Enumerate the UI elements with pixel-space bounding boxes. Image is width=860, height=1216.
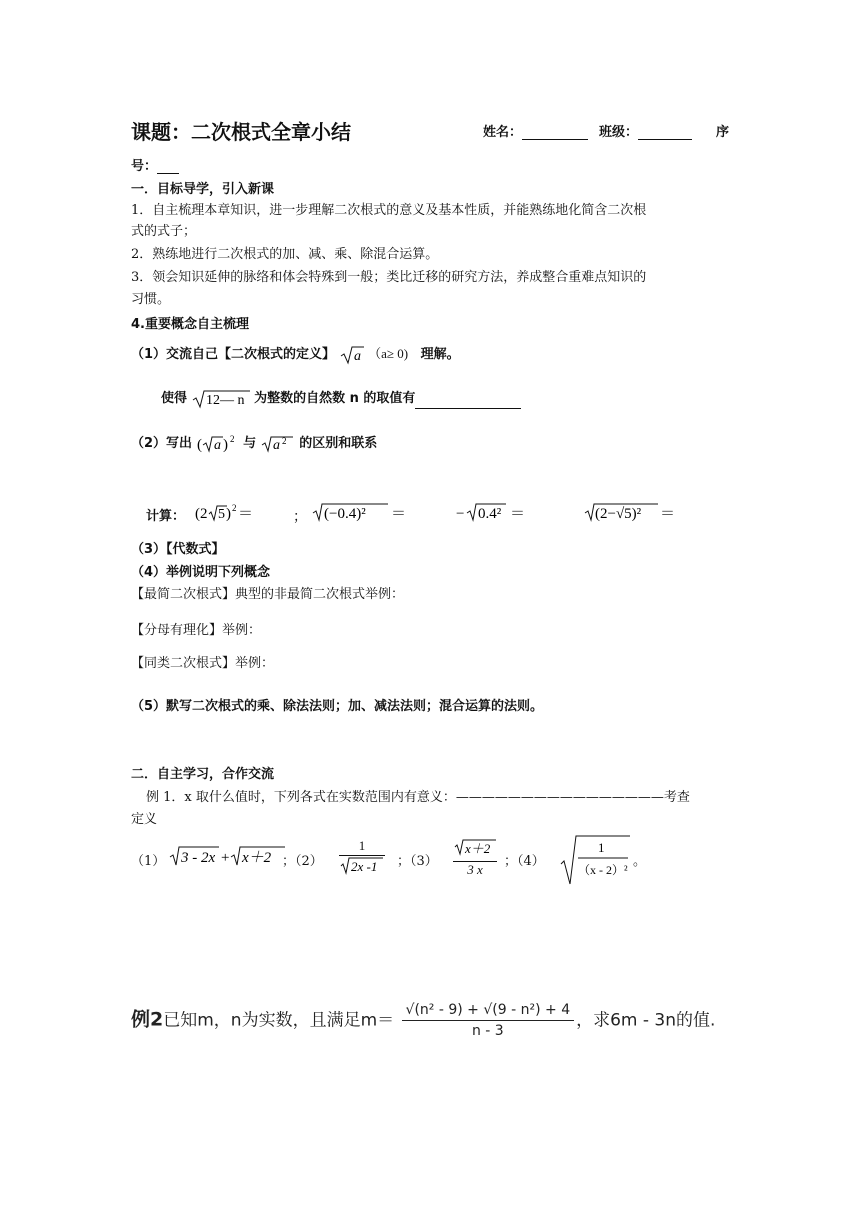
item1: [131, 343, 460, 365]
seq-label-1: 序: [716, 125, 730, 140]
item1-label: （1）交流自己【二次根式的定义】: [131, 347, 336, 362]
section1-heading: 一．目标导学，引入新课: [131, 182, 275, 197]
calc3-eq: ＝: [510, 506, 526, 522]
concept-similar-text: 举例：: [235, 656, 275, 671]
p2-fraction: [339, 838, 385, 880]
example1-line2: 定义: [131, 812, 158, 827]
concepts-heading: 4.重要概念自主梳理: [131, 317, 249, 332]
section2-heading: 二．自主学习，合作交流: [131, 767, 275, 782]
item2-label: （2）写出: [131, 436, 193, 451]
calc1: [195, 502, 265, 524]
goal3-line1: 3．领会知识延伸的脉络和体会特殊到一般；类比迁移的研究方法，养成整合重难点知识的: [131, 270, 647, 285]
sqrt-a-text: a: [353, 348, 361, 364]
item2-rest: 的区别和联系: [299, 436, 378, 451]
item4: （4）举例说明下列概念: [131, 565, 271, 580]
name-label: 姓名：: [483, 125, 523, 140]
item3: （3）【代数式】: [131, 542, 225, 557]
calc2-svg: [312, 500, 412, 524]
p1-label: （1）: [131, 854, 166, 869]
seq-label-2: 号：: [131, 159, 158, 174]
calc4: [584, 500, 684, 528]
example2-label: 例2: [131, 1008, 164, 1031]
sqrt-a2-expr: [261, 433, 295, 455]
concept-simplest-text: 典型的非最简二次根式举例：: [235, 587, 405, 602]
svg-text:5: 5: [218, 507, 225, 522]
p3-label: ；（3）: [397, 854, 438, 869]
example2: [131, 1002, 715, 1039]
svg-text:a: a: [213, 437, 221, 453]
item5: （5）默写二次根式的乘、除法法则；加、减法法则；混合运算的法则。: [131, 699, 544, 714]
p2-den: [339, 856, 385, 876]
p3-num: [453, 838, 497, 857]
item1-blank[interactable]: [415, 395, 521, 409]
p4-num: 1: [598, 840, 605, 855]
concept-similar: [131, 652, 274, 671]
calc2-inner: (−0.4)²: [324, 506, 366, 522]
item1-q-label: 使得: [161, 391, 188, 406]
svg-text:(2: (2: [195, 506, 208, 522]
svg-text:(: (: [196, 436, 202, 453]
svg-text:2: 2: [281, 435, 287, 446]
seq-field: [131, 155, 179, 174]
item1-question: [161, 387, 521, 409]
p4-den: （x - 2）²: [578, 863, 628, 877]
p3-den: 3 x: [467, 862, 483, 877]
svg-text:): ): [226, 506, 231, 522]
example2-num: √(n² - 9) + √(9 - n²) + 4: [402, 1002, 575, 1021]
sqrt-a-symbol: [340, 345, 364, 365]
class-field: [599, 121, 692, 140]
sqrt-12-n: [192, 389, 250, 409]
goal2: 2．熟练地进行二次根式的加、减、乘、除混合运算。: [131, 247, 439, 262]
calc-label: 计算：: [146, 509, 186, 524]
class-blank[interactable]: [638, 126, 692, 140]
calc3: [456, 500, 536, 528]
page-title: 课题：二次根式全章小结: [131, 120, 351, 144]
p1-expr: [169, 843, 289, 869]
item1-q-rest: 为整数的自然数 n 的取值有: [254, 391, 416, 406]
item2-and: 与: [243, 436, 257, 451]
sqrt-12-n-text: 12— n: [205, 392, 245, 408]
goal1-line1: 1．自主梳理本章知识，进一步理解二次根式的意义及基本性质，并能熟练地化简含二次根: [131, 203, 647, 218]
example2-text-a: 已知m，n为实数，且满足m＝: [163, 1010, 395, 1031]
p1-expr-b: x＋2: [242, 850, 272, 866]
p2-label: ；（2）: [282, 854, 323, 869]
p3-num-text: x＋2: [465, 841, 491, 856]
example1-line1: [146, 786, 690, 805]
item1-understand: 理解。: [420, 347, 460, 362]
example2-text-b: ，求6m - 3n的值.: [576, 1010, 716, 1031]
calc3-inner: 0.4²: [478, 506, 502, 522]
concept-similar-label: 【同类二次根式】: [131, 656, 236, 671]
goal3-line2: 习惯。: [131, 292, 171, 307]
example2-fraction: [402, 1002, 575, 1039]
svg-text:−: −: [456, 506, 465, 522]
concept-simplest-label: 【最简二次根式】: [131, 587, 236, 602]
calc3-svg: [456, 500, 536, 524]
svg-text:2: 2: [232, 503, 237, 513]
seq-blank[interactable]: [157, 160, 179, 174]
class-label: 班级：: [599, 125, 639, 140]
calc-sep: ；: [293, 509, 307, 525]
calc4-inner: (2−√5)²: [595, 506, 642, 522]
concept-rationalize: [131, 619, 261, 638]
example1-text: 例 1．x 取什么值时，下列各式在实数范围内有意义：————————————————考查: [146, 790, 690, 805]
p1-expr-a: 3 - 2x: [181, 850, 216, 866]
svg-text:+: +: [221, 850, 230, 866]
example2-den: n - 3: [471, 1023, 504, 1039]
p-end: 。: [633, 854, 647, 869]
concept-simplest: [131, 583, 404, 602]
calc4-svg: [584, 500, 684, 524]
svg-text:a: a: [272, 437, 280, 453]
svg-text:): ): [222, 436, 228, 453]
name-blank[interactable]: [522, 126, 588, 140]
calc2-eq: ＝: [391, 506, 407, 522]
concept-rationalize-text: 举例：: [222, 623, 262, 638]
calc2: [312, 500, 412, 528]
p3-fraction: [453, 838, 497, 878]
calc4-eq: ＝: [660, 506, 676, 522]
concept-rationalize-label: 【分母有理化】: [131, 623, 223, 638]
sqrt-a-squared-expr: [197, 433, 239, 455]
goal1-line2: 式的式子；: [131, 224, 197, 239]
p2-num: 1: [358, 838, 366, 853]
calc1-svg: [195, 502, 265, 524]
p4-label: ；（4）: [504, 854, 545, 869]
p4-expr: [560, 834, 632, 886]
item2: [131, 432, 377, 455]
calc1-eq: ＝: [238, 506, 254, 522]
name-field: [483, 121, 588, 140]
p2-den-text: 2x -1: [351, 859, 378, 874]
svg-text:2: 2: [229, 433, 235, 444]
item1-condition: （a≥ 0): [368, 346, 409, 361]
